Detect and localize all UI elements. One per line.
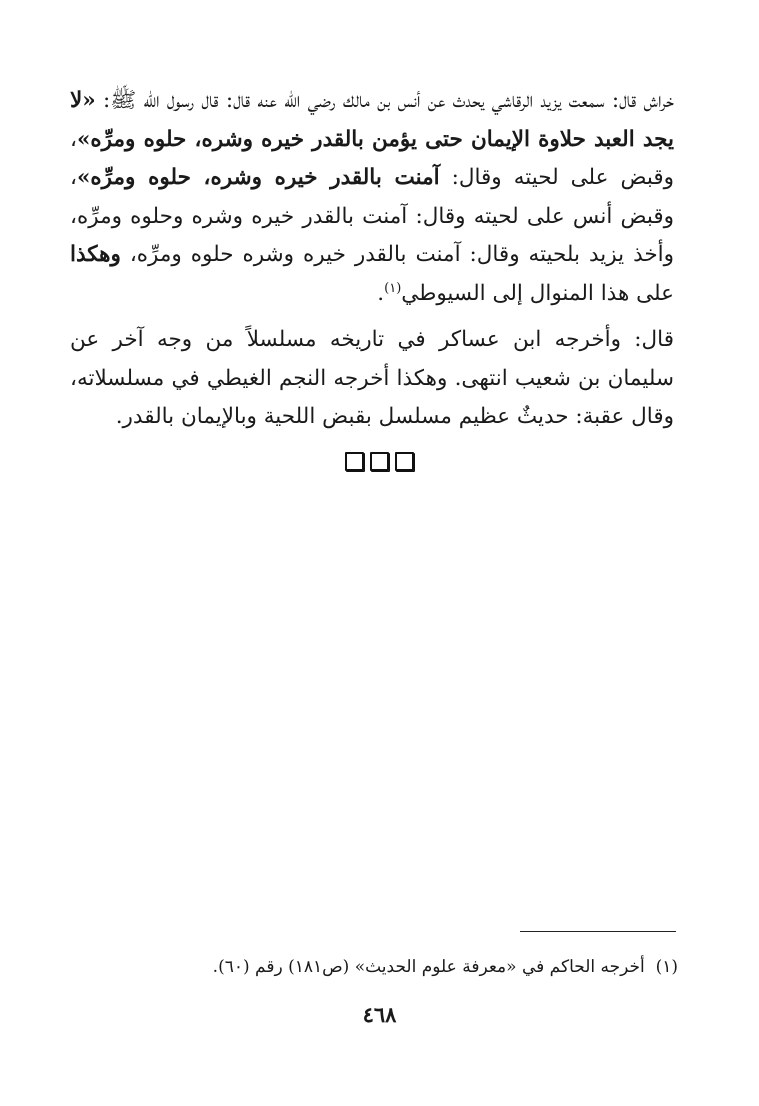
emphasis-text: وهكذا bbox=[70, 242, 121, 267]
footnote-number: (١) bbox=[655, 957, 678, 977]
square-ornament-icon bbox=[395, 452, 414, 471]
paragraph-1 bbox=[70, 82, 674, 313]
footnote-text: أخرجه الحاكم في «معرفة علوم الحديث» (ص١٨١) رقم (٦٠). bbox=[212, 957, 645, 977]
narration-end: على هذا المنوال إلى السيوطي bbox=[401, 280, 674, 306]
narration-intro: خراش قال: سمعت يزيد الرقاشي يحدث عن أنس بن مالك رضي الله عنه قال: قال رسول الله ﷺ: bbox=[95, 88, 674, 113]
narration-chain: ، وقبض أنس على لحيته وقال: آمنت بالقدر خيره وشره وحلوه ومرِّه، وأخذ يزيد بلحيته وقال: آمنت بالقدر خيره وشره حلوه ومرِّه، bbox=[70, 165, 674, 267]
footnote bbox=[70, 953, 678, 981]
section-divider-ornament bbox=[0, 452, 759, 475]
narration-action: ، وقبض على لحيته وقال: bbox=[70, 126, 674, 190]
square-ornament-icon bbox=[345, 452, 364, 471]
page-number: ٤٦٨ bbox=[362, 1002, 397, 1027]
footnote-separator bbox=[520, 931, 676, 932]
declaration-text: آمنت بالقدر خيره وشره، حلوه ومرِّه» bbox=[76, 165, 440, 190]
main-text bbox=[70, 82, 674, 437]
paragraph-1-period: . bbox=[377, 280, 385, 306]
square-ornament-icon bbox=[370, 452, 389, 471]
footnote-marker[interactable]: (١) bbox=[384, 280, 402, 296]
hadith-text: «لا يجد العبد حلاوة الإيمان حتى يؤمن بالقدر خيره وشره، حلوه ومرِّه» bbox=[70, 88, 674, 152]
paragraph-2: قال: وأخرجه ابن عساكر في تاريخه مسلسلاً من وجه آخر عن سليمان بن شعيب انتهى. وهكذا أخرجه النجم الغيطي في مسلسلاته، وقال عقبة: حديثٌ عظيم مسلسل بقبض اللحية وبالإيمان بالقدر. bbox=[70, 327, 674, 429]
